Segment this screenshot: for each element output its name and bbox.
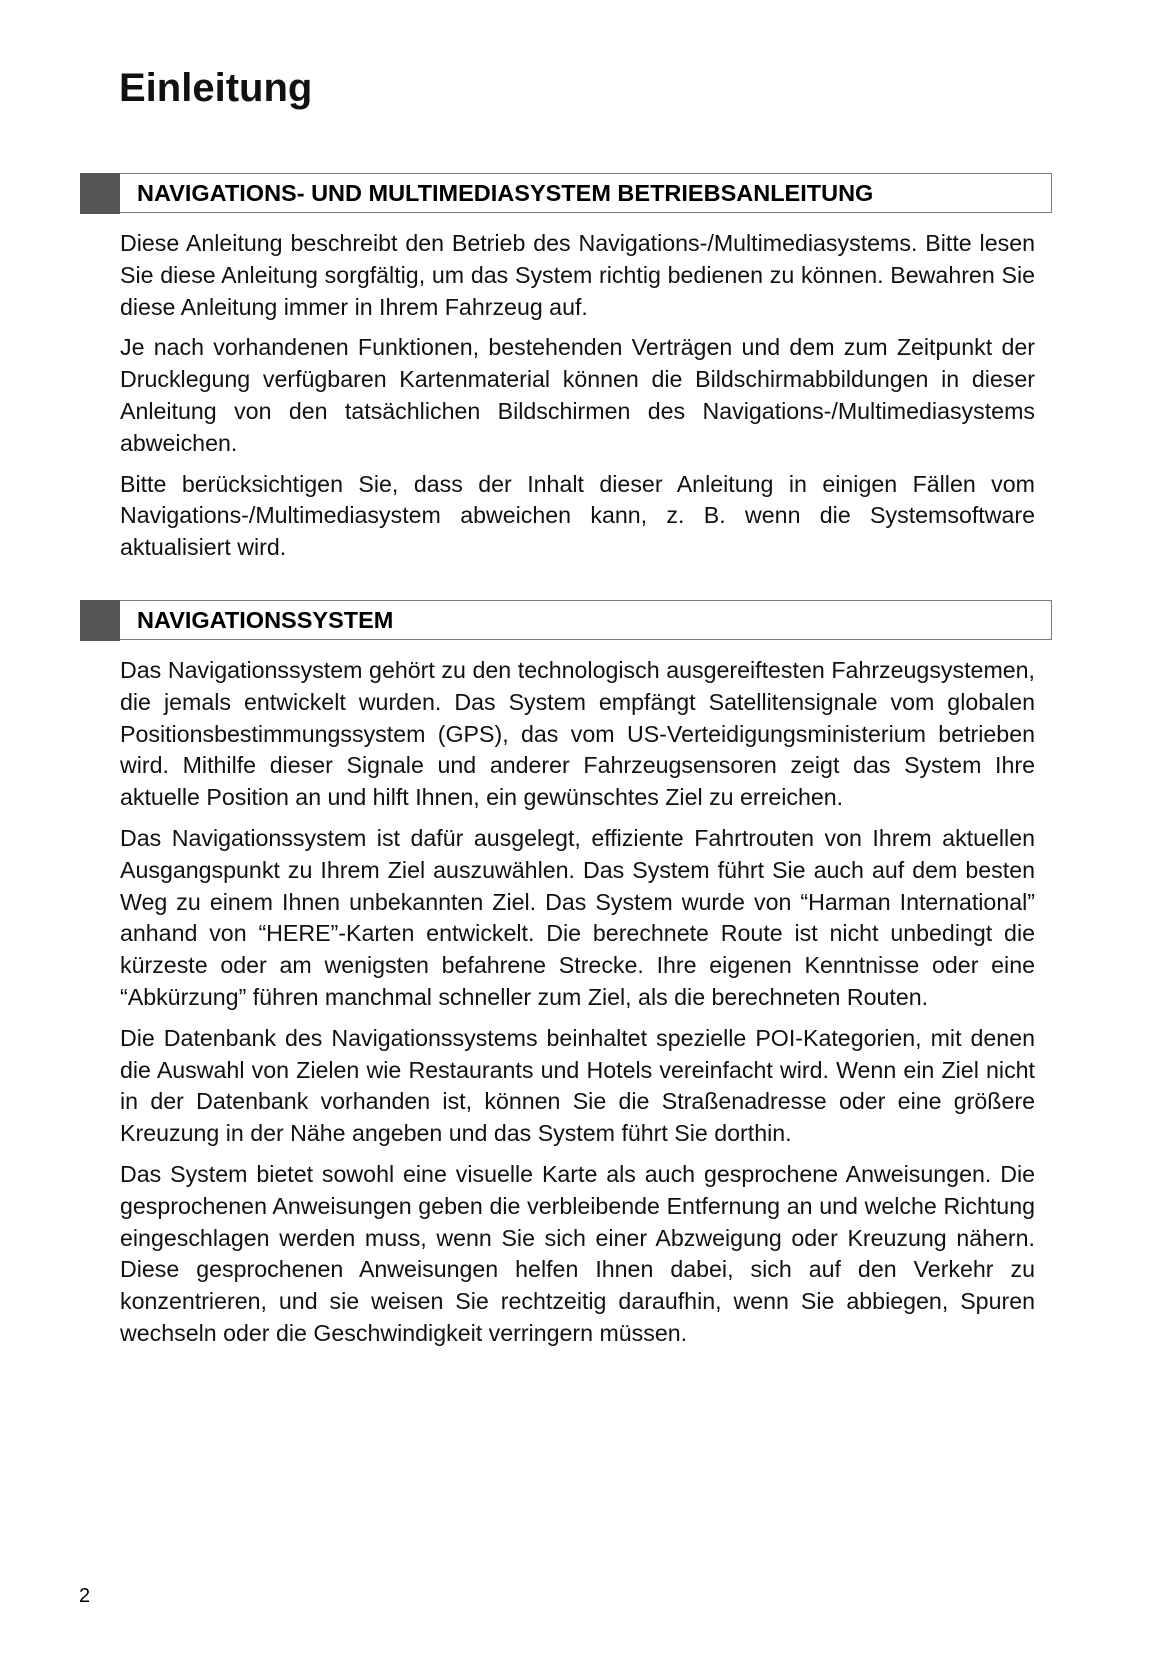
page-number: 2	[79, 1585, 91, 1607]
section-heading-betriebsanleitung	[80, 173, 1052, 213]
section-body-betriebsanleitung	[120, 228, 1035, 573]
paragraph: Je nach vorhandenen Funktionen, bestehenden Verträgen und dem zum Zeitpunkt der Drucklegung verfügbaren Kartenmaterial können die Bildschirmabbildungen in dieser Anleitung von den tatsächlichen Bildschirmen des Navigations-/Multimediasystems abweichen.	[120, 334, 1035, 456]
page-title: Einleitung	[119, 66, 313, 110]
paragraph: Das System bietet sowohl eine visuelle Karte als auch gesprochene Anweisungen. Die gesprochenen Anweisungen geben die verbleibende Entfernung an und welche Richtung eingeschlagen werden muss, wenn Sie sich einer Abzweigung oder Kreuzung nähern. Diese gesprochenen Anweisungen helfen Ihnen dabei, sich auf den Verkehr zu konzentrieren, und sie weisen Sie rechtzeitig daraufhin, wenn Sie abbiegen, Spuren wechseln oder die Geschwindigkeit verringern müssen.	[120, 1160, 1035, 1346]
section-body-navigationssystem	[120, 655, 1035, 1359]
paragraph: Diese Anleitung beschreibt den Betrieb des Navigations-/Multimediasystems. Bitte lesen Sie diese Anleitung sorgfältig, um das System richtig bedienen zu können. Bewahren Sie diese Anleitung immer in Ihrem Fahrzeug auf.	[120, 230, 1035, 320]
paragraph: Die Datenbank des Navigationssystems beinhaltet spezielle POI-Kategorien, mit denen die Auswahl von Zielen wie Restaurants und Hotels vereinfacht wird. Wenn ein Ziel nicht in der Datenbank vorhanden ist, können Sie die Straßenadresse oder eine größere Kreuzung in der Nähe angeben und das System führt Sie dorthin.	[120, 1024, 1035, 1147]
section-heading-label: NAVIGATIONS- UND MULTIMEDIASYSTEM BETRIEBSANLEITUNG	[137, 180, 874, 206]
paragraph: Bitte berücksichtigen Sie, dass der Inhalt dieser Anleitung in einigen Fällen vom Navigations-/Multimediasystem abweichen kann, z. B. wenn die Systemsoftware aktualisiert wird.	[120, 470, 1035, 561]
section-heading-label: NAVIGATIONSSYSTEM	[137, 607, 394, 633]
section-heading-navigationssystem	[80, 600, 1052, 640]
section-marker-bar	[80, 173, 120, 214]
paragraph: Das Navigationssystem gehört zu den technologisch ausgereiftesten Fahrzeugsystemen, die jemals entwickelt wurden. Das System empfängt Satellitensignale vom globalen Positionsbestimmungssystem (GPS), das vom US-Verteidigungsministerium betrieben wird. Mithilfe dieser Signale und anderer Fahrzeugsensoren zeigt das System Ihre aktuelle Position an und hilft Ihnen, ein gewünschtes Ziel zu erreichen.	[120, 657, 1035, 811]
paragraph: Das Navigationssystem ist dafür ausgelegt, effiziente Fahrtrouten von Ihrem aktuellen Ausgangspunkt zu Ihrem Ziel auszuwählen. Das System führt Sie auch auf dem besten Weg zu einem Ihnen unbekannten Ziel. Das System wurde von “Harman International” anhand von “HERE”-Karten entwickelt. Die berechnete Route ist nicht unbedingt die kürzeste oder am wenigsten befahrene Strecke. Ihre eigenen Kenntnisse oder eine “Abkürzung” führen manchmal schneller zum Ziel, als die berechneten Routen.	[120, 824, 1035, 1010]
section-marker-bar	[80, 600, 120, 641]
